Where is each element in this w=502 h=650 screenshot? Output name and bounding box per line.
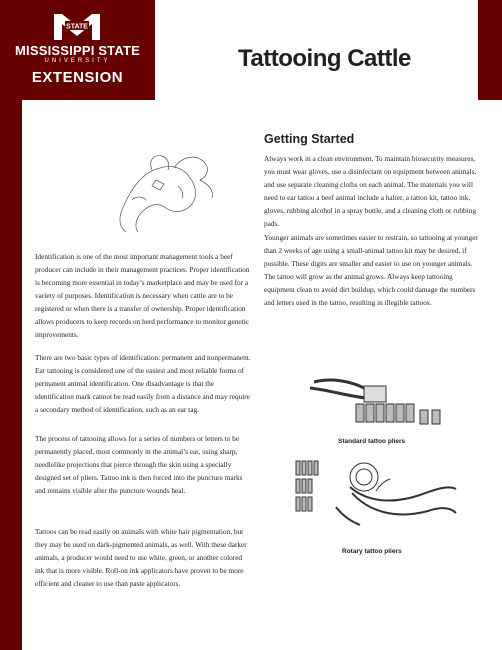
extension-logo bbox=[0, 0, 155, 100]
standard-pliers-caption: Standard tattoo pliers bbox=[338, 438, 406, 445]
standard-pliers-illustration bbox=[300, 360, 450, 438]
getting-started-paragraph-1: Always work in a clean environment. To maintain biosecurity measures, you must wear gloves, use a disinfectant on equipment between animals, and use separate cleaning cloths on each animal. The materials you will need to ear tattoo a beef animal include a halter, a tattoo kit, tattoo ink, gloves, rubbing alcohol in a spray bottle, and a cleaning cloth or rubbing pads. bbox=[264, 154, 477, 228]
rotary-pliers-illustration bbox=[280, 455, 460, 545]
rotary-pliers-caption: Rotary tattoo pliers bbox=[342, 548, 402, 555]
right-maroon-tab bbox=[478, 0, 502, 100]
intro-paragraph-1: Identification is one of the most important management tools a beef producer can include in their management practices. Proper identification is becoming more essential in today’s marketplace and may be used for a variety of purposes. Identification is necessary when cattle are to be registered or when there is a transfer of ownership. Proper identification allows producers to keep records on herd performance to monitor genetic improvements. bbox=[35, 252, 250, 339]
left-maroon-bar bbox=[0, 100, 22, 650]
logo-university-name: MISSISSIPPI STATE bbox=[15, 43, 140, 58]
cow-tattoo-illustration bbox=[112, 150, 230, 238]
page-title: Tattooing Cattle bbox=[238, 45, 411, 72]
intro-paragraph-4: Tattoos can be read easily on animals with white hair pigmentation, but they may be used on dark-pigmented animals, as well. With these darker animals, a producer would need to use white, green, or another colored ink that is more visible. Roll-on ink applicators have proven to be more efficient and cleaner to use than paste applicators. bbox=[35, 527, 247, 588]
university-m-logo-icon bbox=[52, 12, 102, 42]
intro-paragraph-3: The process of tattooing allows for a series of numbers or letters to be permanently placed, most commonly in the animal’s ear, using sharp, needlelike projections that pierce through the skin using a specially designed set of pliers. Tattoo ink is then forced into the puncture marks and remains visible after the puncture wounds heal. bbox=[35, 434, 243, 495]
logo-shield-text: STATE bbox=[66, 23, 88, 31]
logo-university-word: UNIVERSITY bbox=[44, 58, 111, 64]
getting-started-heading: Getting Started bbox=[264, 132, 355, 146]
logo-extension: EXTENSION bbox=[31, 69, 124, 86]
intro-paragraph-2: There are two basic types of identification: permanent and nonpermanent. Ear tattooing is considered one of the easiest and most reliable forms of permanent animal identification. One disadvantage is that the identification mark cannot be read easily from a distance and may require a secondary method of identification, such as an ear tag. bbox=[35, 353, 251, 414]
getting-started-paragraph-2: Younger animals are sometimes easier to restrain, so tattooing at younger than 2 weeks of age using a small-animal tattoo kit may be desired, if possible. These digits are smaller and easier to use on younger animals. The tattoo will grow as the animal grows. Always keep tattooing equipment clean to avoid dirt buildup, which could damage the numbers and letters used in the tattoo, resulting in illegible tattoos. bbox=[264, 233, 478, 307]
